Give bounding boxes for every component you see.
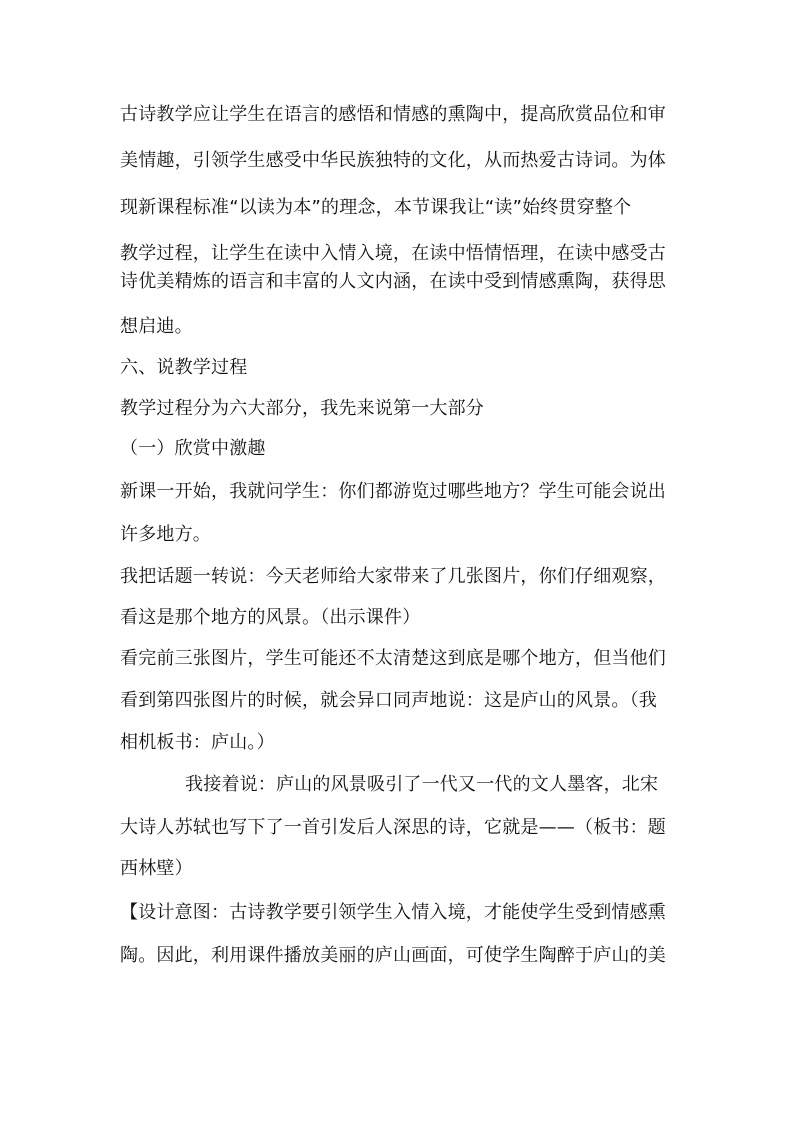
paragraph-line-3: 现新课程标准“以读为本”的理念，本节课我让“读”始终贯穿整个 [120, 197, 632, 218]
paragraph-line-4: 教学过程，让学生在读中入情入境，在读中悟情悟理，在读中感受古 [120, 243, 666, 264]
paragraph-line-12: 我把话题一转说：今天老师给大家带来了几张图片，你们仔细观察， [120, 566, 666, 587]
section-heading: 六、说教学过程 [120, 357, 248, 378]
paragraph-line-11: 许多地方。 [120, 524, 211, 545]
paragraph-line-2: 美情趣，引领学生感受中华民族独特的文化，从而热爱古诗词。为体 [120, 150, 666, 171]
paragraph-line-20: 【设计意图：古诗教学要引领学生入情入境，才能使学生受到情感熏 [120, 902, 666, 923]
subsection-heading: （一）欣赏中激趣 [120, 438, 266, 459]
paragraph-line-10: 新课一开始，我就问学生：你们都游览过哪些地方？学生可能会说出 [120, 481, 666, 502]
paragraph-line-1: 古诗教学应让学生在语言的感悟和情感的熏陶中，提高欣赏品位和审 [120, 104, 666, 125]
paragraph-line-21: 陶。因此，利用课件播放美丽的庐山画面，可使学生陶醉于庐山的美 [120, 945, 666, 966]
paragraph-line-8: 教学过程分为六大部分，我先来说第一大部分 [120, 398, 484, 419]
paragraph-line-17: 我接着说：庐山的风景吸引了一代又一代的文人墨客，北宋 [185, 774, 659, 795]
paragraph-line-5: 诗优美精炼的语言和丰富的人文内涵，在读中受到情感熏陶，获得思 [120, 271, 666, 292]
paragraph-line-19: 西林壁） [120, 858, 193, 879]
paragraph-line-14: 看完前三张图片，学生可能还不太清楚这到底是哪个地方，但当他们 [120, 648, 666, 669]
paragraph-line-16: 相机板书：庐山。） [120, 732, 275, 753]
paragraph-line-6: 想启迪。 [120, 316, 193, 337]
paragraph-line-18: 大诗人苏轼也写下了一首引发后人深思的诗，它就是——（板书：题 [120, 817, 666, 838]
paragraph-line-15: 看到第四张图片的时候，就会异口同声地说：这是庐山的风景。（我 [120, 690, 657, 711]
paragraph-line-13: 看这是那个地方的风景。（出示课件） [120, 607, 421, 628]
